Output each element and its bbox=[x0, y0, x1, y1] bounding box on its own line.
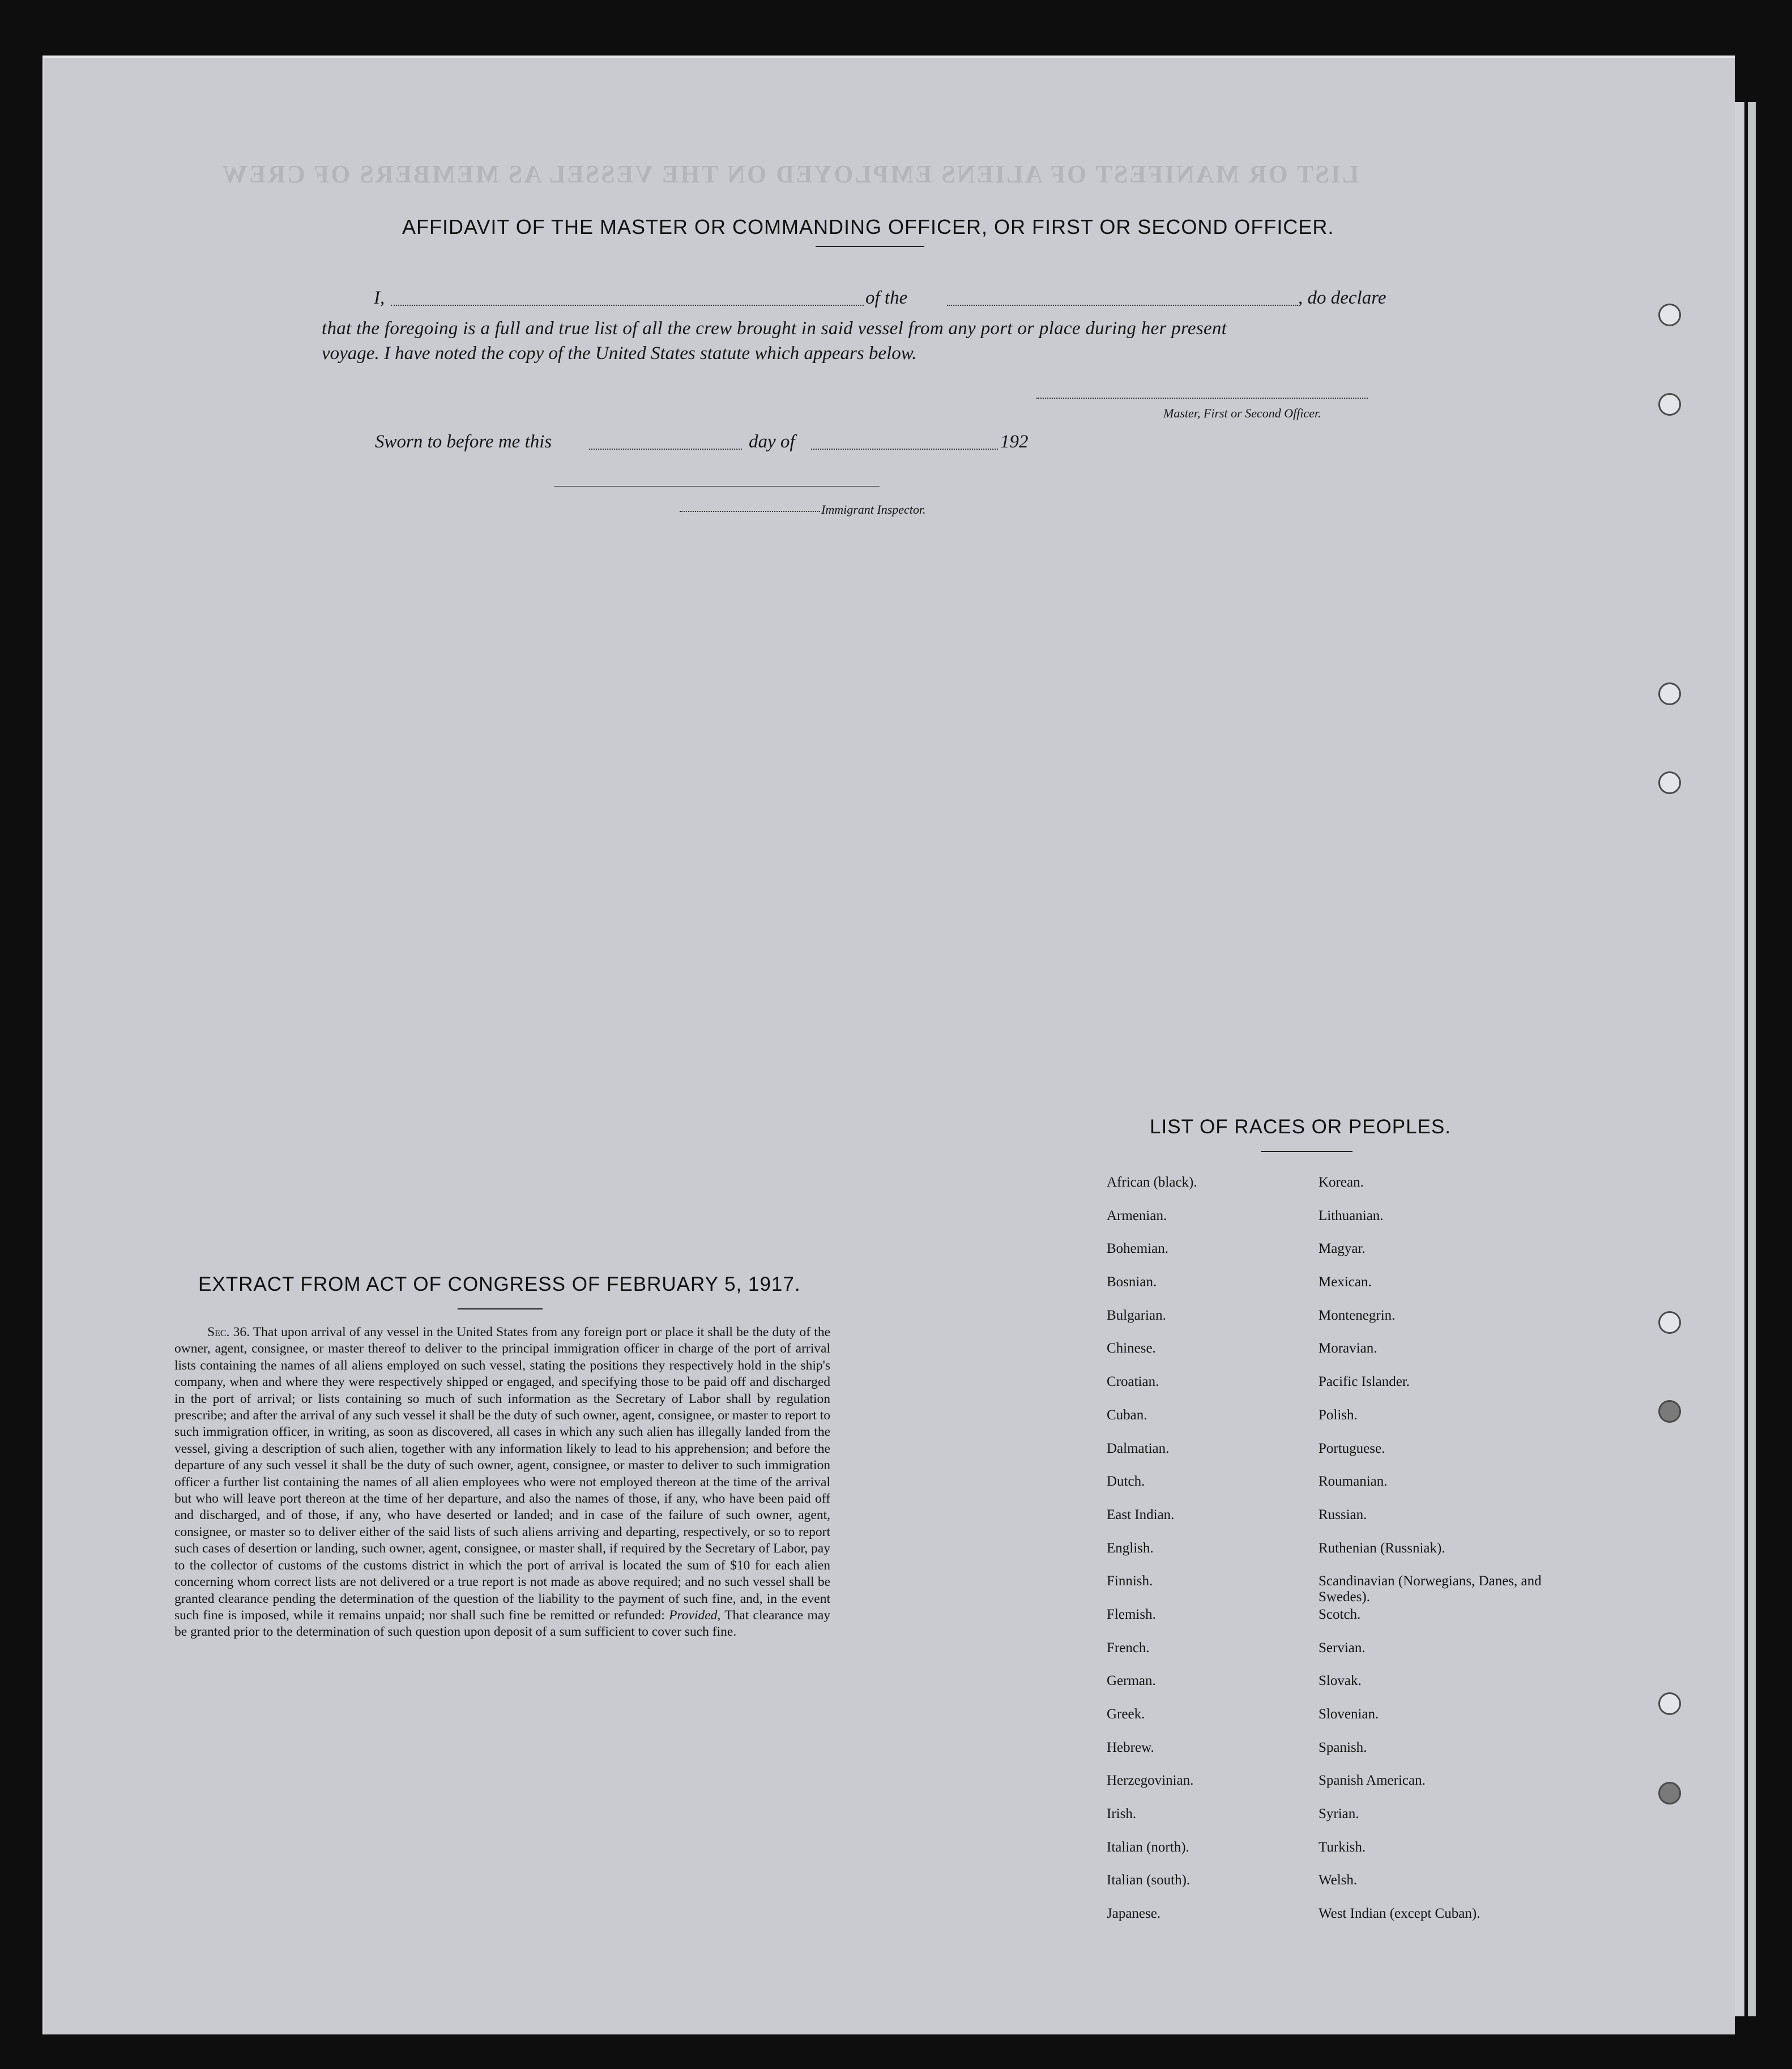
extract-rule bbox=[458, 1308, 543, 1309]
race-item: Bosnian. bbox=[1107, 1274, 1157, 1290]
binder-hole bbox=[1658, 304, 1681, 326]
day-of-label: day of bbox=[749, 432, 795, 452]
race-item: West Indian (except Cuban). bbox=[1319, 1906, 1480, 1922]
race-item: Polish. bbox=[1319, 1407, 1358, 1423]
race-item: Flemish. bbox=[1107, 1606, 1156, 1622]
race-item: Finnish. bbox=[1107, 1573, 1153, 1589]
race-item: Croatian. bbox=[1107, 1374, 1159, 1390]
page-edge bbox=[1734, 102, 1744, 2016]
race-item: Welsh. bbox=[1319, 1872, 1358, 1888]
inspector-blank[interactable] bbox=[680, 511, 820, 512]
races-right-column bbox=[1319, 1175, 1545, 1939]
bleed-through-heading: LIST OR MANIFEST OF ALIENS EMPLOYED ON THE VESSEL AS MEMBERS OF CREW bbox=[221, 160, 1359, 188]
race-item: Servian. bbox=[1319, 1640, 1366, 1656]
race-item: Dalmatian. bbox=[1107, 1440, 1170, 1456]
race-item: Hebrew. bbox=[1107, 1739, 1154, 1755]
races-rule bbox=[1261, 1151, 1352, 1152]
race-item: Spanish American. bbox=[1319, 1773, 1426, 1789]
race-item: Magyar. bbox=[1319, 1241, 1366, 1257]
race-item: Ruthenian (Russniak). bbox=[1319, 1540, 1445, 1556]
inspector-caption: Immigrant Inspector. bbox=[821, 502, 926, 517]
sworn-label: Sworn to before me this bbox=[375, 432, 552, 452]
race-item: Korean. bbox=[1319, 1175, 1364, 1190]
binder-hole bbox=[1658, 393, 1681, 416]
race-item: Moravian. bbox=[1319, 1341, 1377, 1356]
page-edge bbox=[1748, 102, 1756, 2016]
vessel-blank[interactable] bbox=[947, 305, 1298, 306]
provided-word: Provided, bbox=[669, 1607, 721, 1623]
race-item: Italian (north). bbox=[1107, 1839, 1189, 1855]
affidavit-line-3: voyage. I have noted the copy of the United States statute which appears below. bbox=[322, 343, 917, 364]
race-item: Turkish. bbox=[1319, 1839, 1366, 1855]
race-item: Greek. bbox=[1107, 1707, 1145, 1722]
day-blank[interactable] bbox=[589, 449, 742, 450]
do-declare-label: , do declare bbox=[1298, 288, 1386, 308]
race-item: Cuban. bbox=[1107, 1407, 1147, 1423]
race-item: Slovak. bbox=[1319, 1673, 1362, 1689]
race-item: Dutch. bbox=[1107, 1474, 1145, 1490]
race-item: Slovenian. bbox=[1319, 1707, 1379, 1722]
name-blank[interactable] bbox=[391, 305, 864, 306]
race-item: Russian. bbox=[1319, 1507, 1367, 1522]
race-item: Italian (south). bbox=[1107, 1872, 1191, 1888]
binder-hole bbox=[1658, 1692, 1681, 1715]
extract-title: EXTRACT FROM ACT OF CONGRESS OF FEBRUARY 5, 1917. bbox=[198, 1273, 801, 1295]
race-item: Scandinavian (Norwegians, Danes, and Swedes). bbox=[1319, 1573, 1542, 1605]
section-label: Sec. 36. bbox=[207, 1325, 250, 1339]
race-item: Syrian. bbox=[1319, 1806, 1359, 1822]
race-item: Bulgarian. bbox=[1107, 1307, 1166, 1323]
race-item: Armenian. bbox=[1107, 1208, 1167, 1223]
binder-hole bbox=[1658, 682, 1681, 705]
affidavit-line-2: that the foregoing is a full and true list of all the crew brought in said vessel from any port or place during her present bbox=[322, 318, 1227, 339]
year-label: 192 bbox=[1000, 432, 1029, 452]
race-item: Japanese. bbox=[1107, 1906, 1161, 1922]
race-item: English. bbox=[1107, 1540, 1154, 1556]
race-item: Portuguese. bbox=[1319, 1440, 1385, 1456]
month-blank[interactable] bbox=[811, 449, 998, 450]
extract-body bbox=[174, 1324, 830, 1641]
races-left-column bbox=[1107, 1175, 1333, 1939]
race-item: Bohemian. bbox=[1107, 1241, 1169, 1257]
race-item: German. bbox=[1107, 1673, 1156, 1689]
binder-hole bbox=[1658, 771, 1681, 794]
affidavit-title: AFFIDAVIT OF THE MASTER OR COMMANDING OFFICER, OR FIRST OR SECOND OFFICER. bbox=[402, 215, 1334, 238]
race-item: Pacific Islander. bbox=[1319, 1374, 1410, 1390]
title-rule bbox=[816, 246, 924, 247]
race-item: Herzegovinian. bbox=[1107, 1773, 1194, 1789]
binder-hole bbox=[1658, 1311, 1681, 1334]
of-the-label: of the bbox=[865, 288, 908, 308]
binder-hole bbox=[1658, 1782, 1681, 1804]
extract-body-part-2: That clearance may be granted prior to the determination of such question upon deposit of a sum sufficient to cover such fine. bbox=[174, 1607, 830, 1640]
race-item: Chinese. bbox=[1107, 1341, 1156, 1356]
race-item: African (black). bbox=[1107, 1175, 1197, 1190]
seal-line bbox=[554, 486, 880, 487]
race-item: Scotch. bbox=[1319, 1606, 1361, 1622]
extract-body-part-1: That upon arrival of any vessel in the United States from any foreign port or place it shall be the duty of the owner, agent, consignee, or master thereof to deliver to the principal immigration officer in charge of the port of arrival lists containing the names of all aliens employed on such vessel, stating the positions they respectively hold in the ship's company, when and where they were respectively shipped or engaged, and specifying those to be paid off and discharged in the port of arrival; or lists containing so much of such information as the Secretary of Labor shall by regulation prescribe; and after the arrival of any such vessel it shall be the duty of such owner, agent, consignee, or master to report to such immigration officer, in writing, as soon as discovered, all cases in which any such alien has illegally landed from the vessel, giving a description of such alien, together with any information likely to lead to his apprehension; and before the departure of any such vessel it shall be the duty of such owner, agent, consignee, or master to deliver to such immigration officer a further list containing the names of all alien employees who were not employed thereon at the time of the arrival but who will leave port thereon at the time of her departure, and also the names of those, if any, who have been paid off and discharged, and of those, if any, who have deserted or landed; and in case of the failure of such owner, agent, consignee, or master so to deliver either of the said lists of such aliens arriving and departing, respectively, or so to report such cases of desertion or landing, such owner, agent, consignee, or master shall, if required by the Secretary of Labor, pay to the collector of customs of the customs district in which the port of arrival is located the sum of $10 for each alien concerning whom correct lists are not delivered or a true report is not made as above required; and no such vessel shall be granted clearance pending the determination of the question of the liability to the payment of such fine, and, in the event such fine is imposed, while it remains unpaid; nor shall such fine be remitted or refunded: bbox=[174, 1325, 831, 1623]
signature-blank[interactable] bbox=[1036, 398, 1368, 399]
race-item: Roumanian. bbox=[1319, 1474, 1388, 1490]
race-item: Mexican. bbox=[1319, 1274, 1372, 1290]
signature-caption: Master, First or Second Officer. bbox=[1163, 406, 1321, 420]
race-item: Spanish. bbox=[1319, 1739, 1367, 1755]
i-label: I, bbox=[374, 288, 385, 308]
races-title: LIST OF RACES OR PEOPLES. bbox=[1150, 1116, 1452, 1138]
binder-hole bbox=[1658, 1400, 1681, 1423]
race-item: Montenegrin. bbox=[1319, 1307, 1396, 1323]
race-item: Lithuanian. bbox=[1319, 1208, 1384, 1223]
race-item: Irish. bbox=[1107, 1806, 1137, 1822]
race-item: French. bbox=[1107, 1640, 1150, 1656]
race-item: East Indian. bbox=[1107, 1507, 1175, 1522]
